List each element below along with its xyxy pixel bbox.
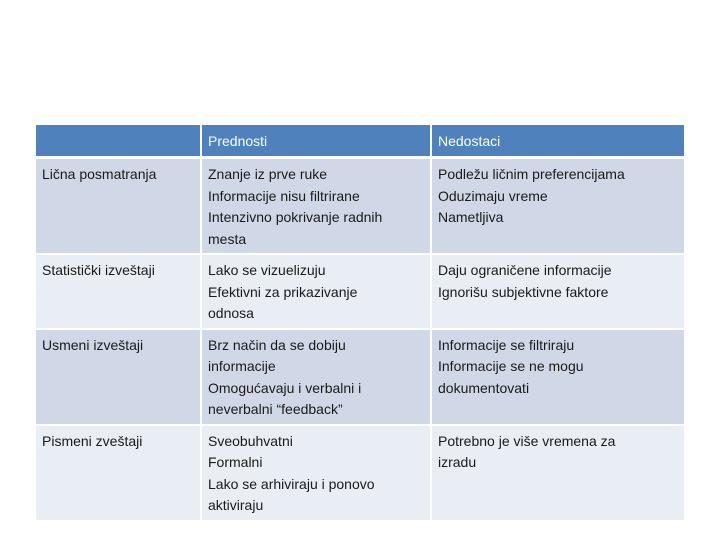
cell-line: Sveobuhvatni [208,432,293,449]
nedostaci-cell [432,426,684,522]
header-nedostaci: Nedostaci [432,125,684,159]
nedostaci-cell [432,330,684,426]
prednosti-cell [202,255,432,330]
row-label: Pismeni zveštaji [36,426,202,522]
cell-line: Informacije se filtriraju [438,336,575,353]
prednosti-cell [202,426,432,522]
header-prednosti: Prednosti [202,125,432,159]
cell-line: Intenzivno pokrivanje radnih [208,209,383,225]
row-label: Statistički izveštaji [36,255,202,330]
cell-line: informacije [208,358,276,374]
nedostaci-cell [432,159,684,255]
cell-line: Podležu ličnim preferencijama [438,166,625,182]
cell-line: Znanje iz prve ruke [208,166,328,182]
cell-line: Potrebno je više vremena za [438,432,616,449]
cell-line: Efektivni za prikazivanje [208,283,358,300]
table-row [36,159,684,255]
header-empty-cell [36,125,202,159]
cell-line: Ignorišu subjektivne faktore [438,283,609,300]
cell-line: Daju ograničene informacije [438,262,612,278]
cell-line: Nametljiva [438,209,504,225]
table-row [36,255,684,330]
cell-line: Informacije se ne mogu [438,358,584,374]
prednosti-cell [202,159,432,255]
cell-line: Lako se arhiviraju i ponovo [208,475,375,492]
cell-line: neverbalni “feedback” [208,401,343,417]
cell-line: Formalni [208,454,263,470]
header-row [36,125,684,159]
cell-line: odnosa [208,305,254,321]
cell-line: Lako se vizuelizuju [208,262,326,278]
cell-line: mesta [208,230,247,247]
cell-line: izradu [438,454,477,470]
table-row [36,426,684,522]
cell-line: Oduzimaju vreme [438,187,548,204]
comparison-table [36,125,684,522]
table-row [36,330,684,426]
cell-line: dokumentovati [438,379,530,396]
cell-line: Informacije nisu filtrirane [208,187,360,204]
prednosti-cell [202,330,432,426]
row-label: Lična posmatranja [36,159,202,255]
nedostaci-cell [432,255,684,330]
row-label: Usmeni izveštaji [36,330,202,426]
cell-line: Omogućavaju i verbalni i [208,379,362,396]
cell-line: aktiviraju [208,497,264,513]
cell-line: Brz način da se dobiju [208,336,346,353]
